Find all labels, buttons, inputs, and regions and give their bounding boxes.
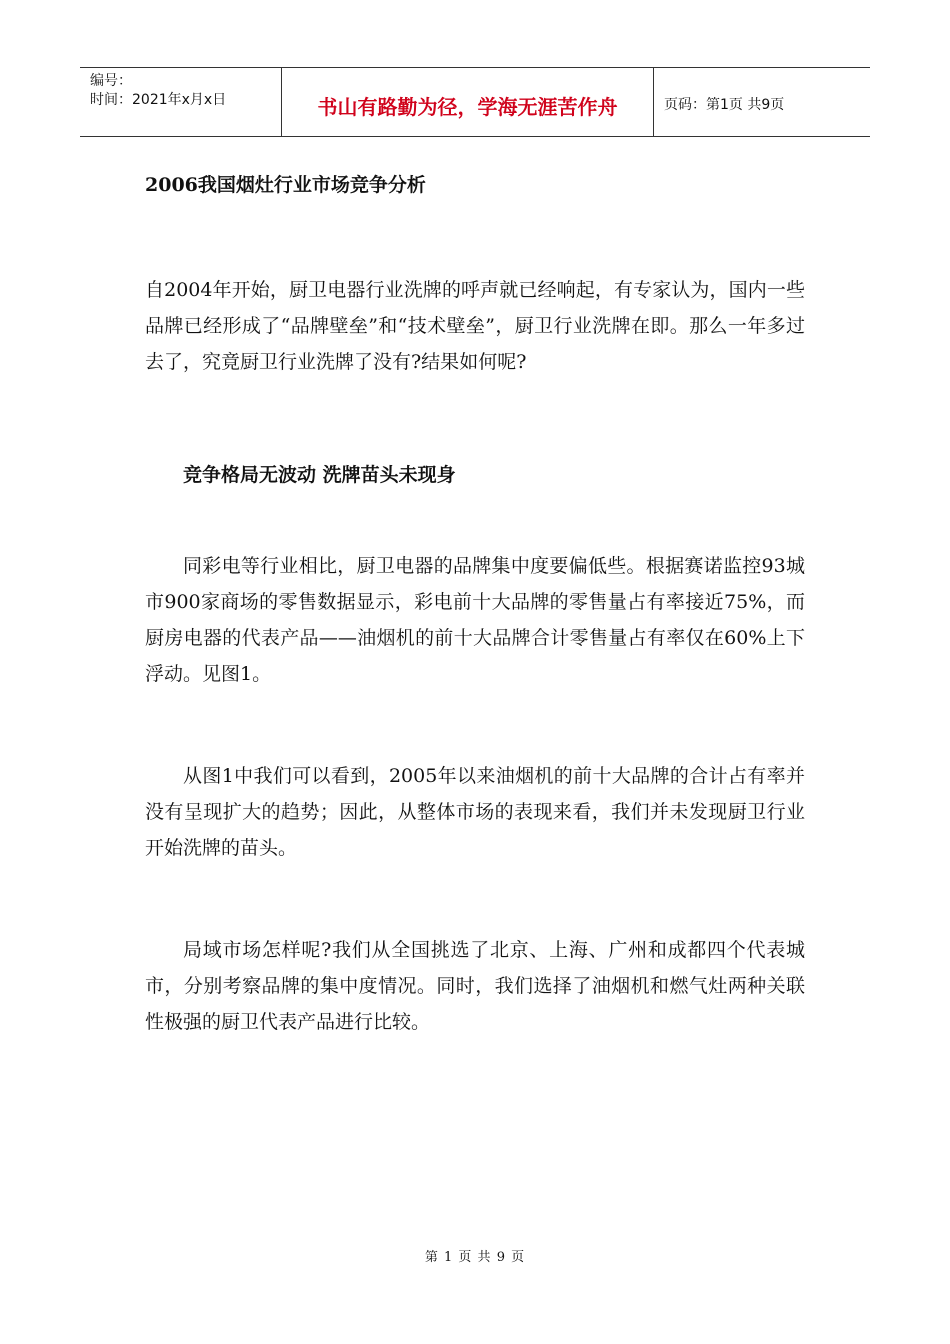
section-heading: 竞争格局无波动 洗牌苗头未现身 <box>183 464 456 486</box>
page-header <box>80 67 870 137</box>
document-title: 2006我国烟灶行业市场竞争分析 <box>145 174 426 196</box>
document-body <box>145 170 805 1040</box>
document-number: 编号： <box>90 73 132 89</box>
intro-paragraph: 自2004年开始，厨卫电器行业洗牌的呼声就已经响起，有专家认为，国内一些品牌已经形成了“品牌壁垒”和“技术壁垒”，厨卫行业洗牌在即。那么一年多过去了，究竟厨卫行业洗牌了没有?结果如何呢? <box>145 279 805 373</box>
page-footer: 第 1 页 共 9 页 <box>424 1250 526 1265</box>
header-meta <box>80 68 282 136</box>
body-paragraph: 同彩电等行业相比，厨卫电器的品牌集中度要偏低些。根据赛诺监控93城市900家商场的零售数据显示，彩电前十大品牌的零售量占有率接近75%，而厨房电器的代表产品——油烟机的前十大品牌合计零售量占有率仅在60%上下浮动。见图1。 <box>145 555 805 685</box>
header-motto: 书山有路勤为径，学海无涯苦作舟 <box>282 68 654 136</box>
document-date: 时间：2021年x月x日 <box>90 92 227 108</box>
body-paragraph: 局域市场怎样呢?我们从全国挑选了北京、上海、广州和成都四个代表城市，分别考察品牌的集中度情况。同时，我们选择了油烟机和燃气灶两种关联性极强的厨卫代表产品进行比较。 <box>145 939 805 1033</box>
body-paragraph: 从图1中我们可以看到，2005年以来油烟机的前十大品牌的合计占有率并没有呈现扩大的趋势；因此，从整体市场的表现来看，我们并未发现厨卫行业开始洗牌的苗头。 <box>145 765 805 859</box>
header-page-info: 页码：第1页 共9页 <box>664 97 785 113</box>
